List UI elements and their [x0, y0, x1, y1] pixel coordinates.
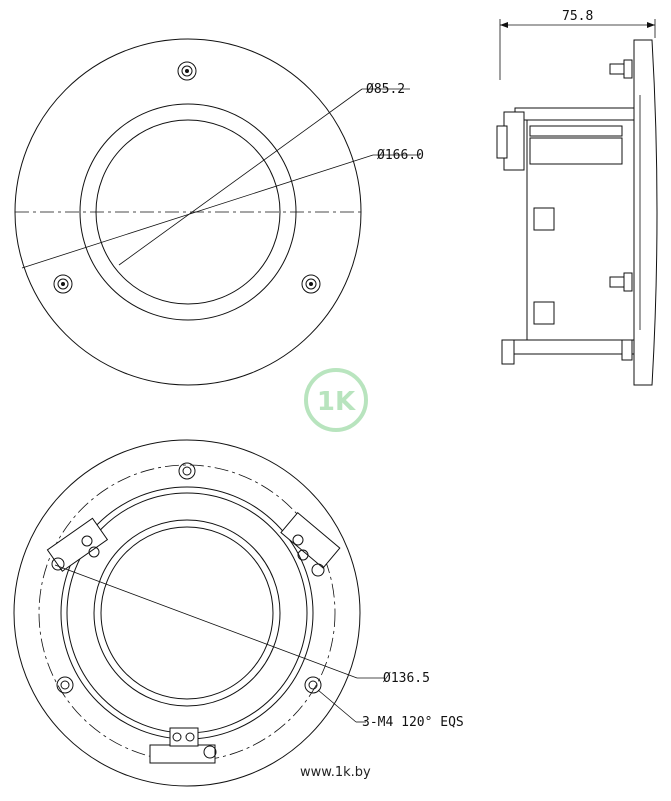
mount-diameter-label: Ø136.5: [383, 671, 430, 686]
screw-callout-label: 3-M4 120° EQS: [362, 715, 464, 730]
depth-label: 75.8: [562, 9, 594, 24]
rear-opening-inner: [101, 527, 273, 699]
top-view: [15, 39, 424, 385]
screw-callout-leader: [318, 690, 356, 722]
inner-diameter-leader: [119, 89, 362, 265]
side-view: [497, 9, 657, 385]
rear-mount-circle-dashed: [39, 465, 335, 761]
rear-ring-outer: [61, 487, 313, 739]
mount-diameter-leader: [55, 565, 357, 678]
bottom-view: [14, 440, 464, 786]
inner-ring-outer: [80, 104, 296, 320]
outer-diameter-label: Ø166.0: [377, 148, 424, 163]
side-screw-upper: [610, 60, 632, 78]
m4-screw-left: [57, 677, 73, 693]
inner-diameter-label: Ø85.2: [366, 82, 406, 97]
mount-screw-right: [302, 275, 320, 293]
rear-opening-outer: [94, 520, 280, 706]
svg-text:1K: 1K: [316, 387, 356, 417]
front-flange-plate: [634, 40, 657, 385]
m4-screw-top: [179, 463, 195, 479]
mount-screw-left: [54, 275, 72, 293]
watermark-logo: [306, 370, 366, 430]
watermark-site: www.1k.by: [300, 765, 371, 780]
outer-diameter-leader: [22, 155, 373, 268]
rear-ring-mid: [67, 493, 307, 733]
spring-clip-right: [281, 513, 340, 576]
spring-clip-bottom: [150, 728, 216, 763]
mount-screw-top: [178, 62, 196, 80]
